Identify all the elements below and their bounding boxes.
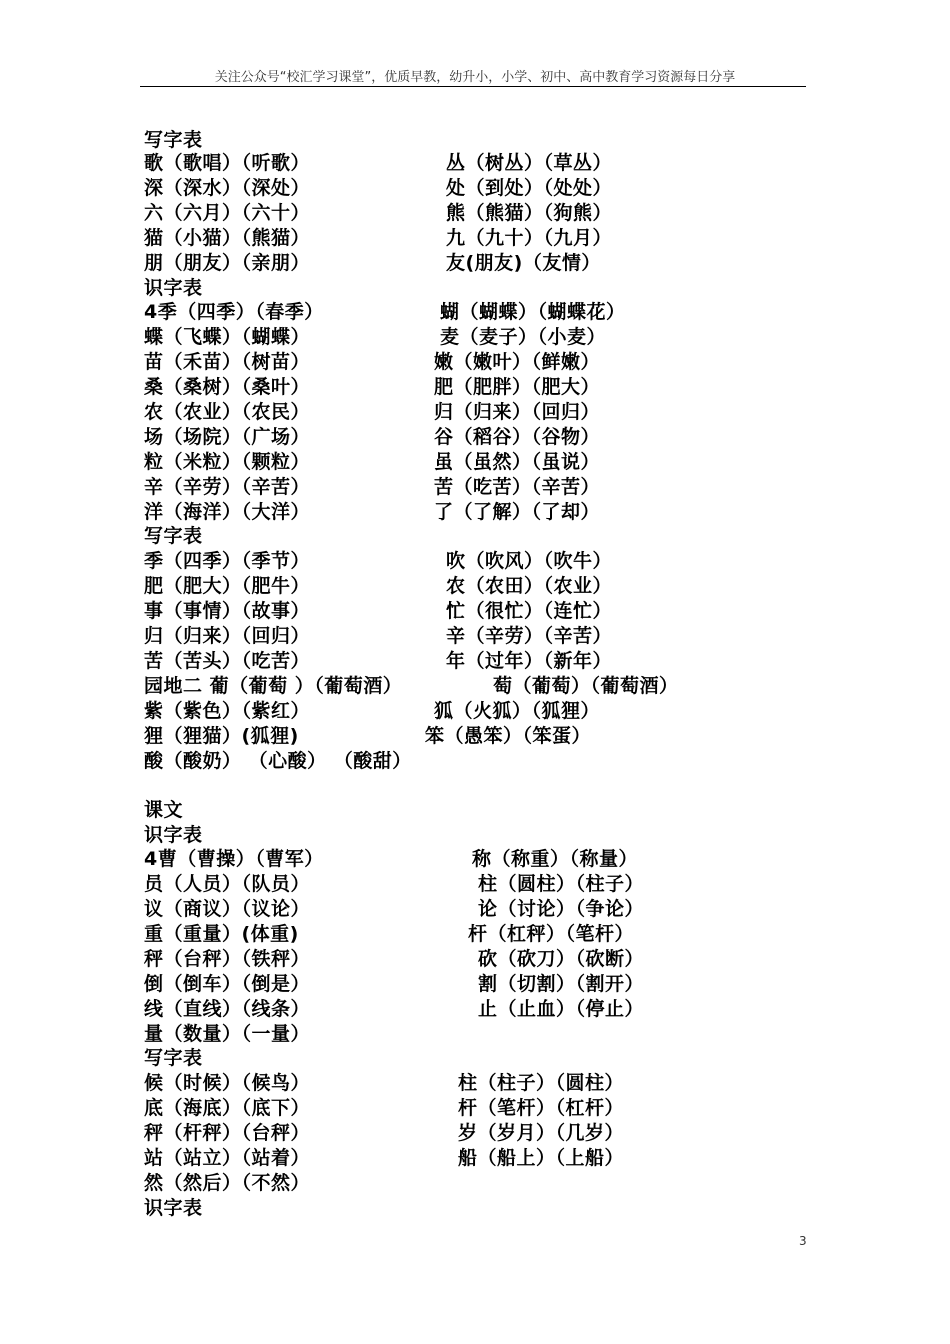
line-left: 4季（四季）（春季） bbox=[144, 301, 324, 323]
line-left: 写字表 bbox=[144, 129, 203, 151]
line-left: 农（农业）（农民） bbox=[144, 401, 311, 423]
line-right: 忙（很忙）（连忙） bbox=[446, 600, 613, 622]
line-right: 称（称重）（称量） bbox=[472, 848, 639, 870]
line-left: 朋（朋友）（亲朋） bbox=[144, 252, 311, 274]
header-rule bbox=[140, 86, 806, 87]
line-left: 酸（酸奶） （心酸） （酸甜） bbox=[144, 750, 412, 772]
line-right: 萄（葡萄）（葡萄酒） bbox=[493, 675, 679, 697]
line-right: 论（讨论）（争论） bbox=[478, 898, 645, 920]
line-left: 写字表 bbox=[144, 525, 203, 547]
line-left: 候（时候）（候鸟） bbox=[144, 1072, 311, 1094]
line-right: 蝴（蝴蝶）（蝴蝶花） bbox=[440, 301, 626, 323]
line-right: 割（切割）（割开） bbox=[478, 973, 645, 995]
line-left: 歌（歌唱）（听歌） bbox=[144, 152, 311, 174]
line-right: 杆（笔杆）（杠杆） bbox=[458, 1097, 625, 1119]
line-right: 吹（吹风）（吹牛） bbox=[446, 550, 613, 572]
line-right: 止（止血）（停止） bbox=[478, 998, 645, 1020]
line-right: 虽（虽然）（虽说） bbox=[434, 451, 601, 473]
line-left: 园地二 葡（葡萄 ）（葡萄酒） bbox=[144, 675, 403, 697]
line-left: 场（场院）（广场） bbox=[144, 426, 311, 448]
line-left: 深（深水）（深处） bbox=[144, 177, 311, 199]
line-left: 重（重量）(体重) bbox=[144, 923, 299, 945]
line-left: 识字表 bbox=[144, 277, 203, 299]
line-left: 识字表 bbox=[144, 1197, 203, 1219]
line-right: 杆（杠秤）（笔杆） bbox=[468, 923, 635, 945]
line-right: 砍（砍刀）（砍断） bbox=[478, 948, 645, 970]
line-left: 洋（海洋）（大洋） bbox=[144, 501, 311, 523]
line-left: 苦（苦头）（吃苦） bbox=[144, 650, 311, 672]
line-left: 归（归来）（回归） bbox=[144, 625, 311, 647]
line-left: 桑（桑树）（桑叶） bbox=[144, 376, 311, 398]
line-left: 然（然后）（不然） bbox=[144, 1172, 311, 1194]
line-left: 猫（小猫）（熊猫） bbox=[144, 227, 311, 249]
line-left: 狸（狸猫）(狐狸) bbox=[144, 725, 299, 747]
line-left: 蝶（飞蝶）（蝴蝶） bbox=[144, 326, 311, 348]
line-left: 员（人员）（队员） bbox=[144, 873, 311, 895]
line-right: 柱（圆柱）（柱子） bbox=[478, 873, 645, 895]
line-left: 六（六月）（六十） bbox=[144, 202, 311, 224]
line-right: 柱（柱子）（圆柱） bbox=[458, 1072, 625, 1094]
line-left: 议（商议）（议论） bbox=[144, 898, 311, 920]
line-right: 辛（辛劳）（辛苦） bbox=[446, 625, 613, 647]
page-number: 3 bbox=[799, 1234, 807, 1248]
line-left: 紫（紫色）（紫红） bbox=[144, 700, 311, 722]
line-right: 熊（熊猫）（狗熊） bbox=[446, 202, 613, 224]
line-left: 秤（杆秤）（台秤） bbox=[144, 1122, 311, 1144]
line-left: 4曹（曹操）（曹军） bbox=[144, 848, 324, 870]
line-right: 九（九十）（九月） bbox=[446, 227, 613, 249]
line-right: 笨（愚笨）（笨蛋） bbox=[425, 725, 592, 747]
line-left: 课文 bbox=[144, 799, 184, 821]
line-right: 农（农田）（农业） bbox=[446, 575, 613, 597]
line-right: 处（到处）（处处） bbox=[446, 177, 613, 199]
line-left: 辛（辛劳）（辛苦） bbox=[144, 476, 311, 498]
line-right: 丛（树丛）（草丛） bbox=[446, 152, 613, 174]
line-left: 季（四季）（季节） bbox=[144, 550, 311, 572]
line-right: 谷（稻谷）（谷物） bbox=[434, 426, 601, 448]
line-right: 归（归来）（回归） bbox=[434, 401, 601, 423]
page-header-text: 关注公众号“校汇学习课堂”，优质早教，幼升小，小学、初中、高中教育学习资源每日分享 bbox=[214, 70, 736, 85]
line-right: 岁（岁月）（几岁） bbox=[458, 1122, 625, 1144]
line-left: 粒（米粒）（颗粒） bbox=[144, 451, 311, 473]
line-left: 识字表 bbox=[144, 824, 203, 846]
line-left: 线（直线）（线条） bbox=[144, 998, 311, 1020]
line-left: 肥（肥大）（肥牛） bbox=[144, 575, 311, 597]
line-left: 写字表 bbox=[144, 1047, 203, 1069]
line-left: 倒（倒车）（倒是） bbox=[144, 973, 311, 995]
line-right: 肥（肥胖）（肥大） bbox=[434, 376, 601, 398]
line-left: 秤（台秤）（铁秤） bbox=[144, 948, 311, 970]
line-left: 站（站立）（站着） bbox=[144, 1147, 311, 1169]
line-left: 量（数量）（一量） bbox=[144, 1023, 311, 1045]
line-right: 友(朋友)（友情） bbox=[446, 252, 601, 274]
line-left: 苗（禾苗）（树苗） bbox=[144, 351, 311, 373]
line-right: 苦（吃苦）（辛苦） bbox=[434, 476, 601, 498]
line-right: 年（过年）（新年） bbox=[446, 650, 613, 672]
line-left: 事（事情）（故事） bbox=[144, 600, 311, 622]
line-left: 底（海底）（底下） bbox=[144, 1097, 311, 1119]
line-right: 船（船上）（上船） bbox=[458, 1147, 625, 1169]
line-right: 了（了解）（了却） bbox=[434, 501, 601, 523]
line-right: 嫩（嫩叶）（鲜嫩） bbox=[434, 351, 601, 373]
line-right: 麦（麦子）（小麦） bbox=[440, 326, 607, 348]
line-right: 狐（火狐）（狐狸） bbox=[434, 700, 601, 722]
